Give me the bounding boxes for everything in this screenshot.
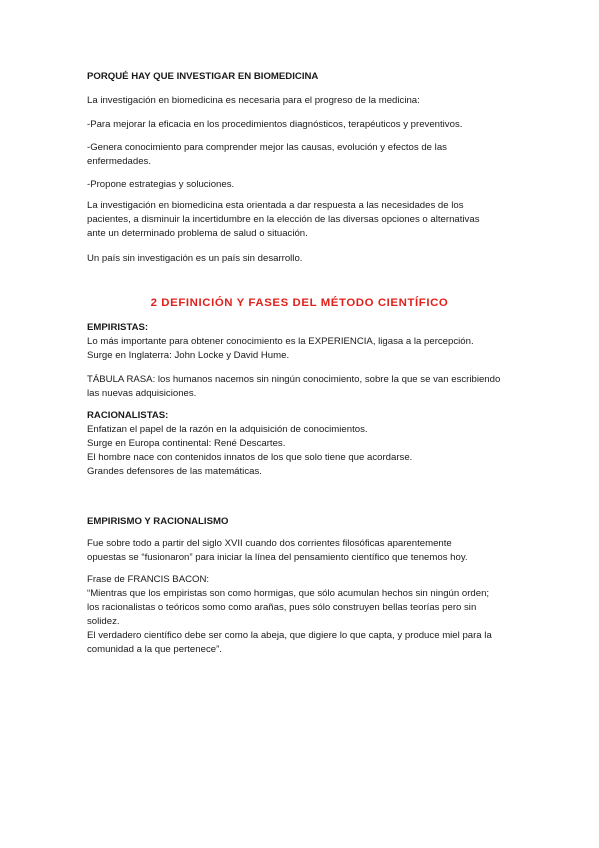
quote-line: los racionalistas o teóricos somo como arañas, pues sólo construyen bellas teorías pero sin bbox=[87, 602, 477, 613]
bullet-text-line: -Genera conocimiento para comprender mejor las causas, evolución y efectos de las bbox=[87, 142, 447, 153]
empirismo-heading-block bbox=[87, 515, 527, 529]
paragraph-line: Lo más importante para obtener conocimiento es la EXPERIENCIA, ligasa a la percepción. bbox=[87, 336, 474, 347]
empirismo-paragraph bbox=[87, 537, 527, 565]
paragraph-line: TÁBULA RASA: los humanos nacemos sin ningún conocimiento, sobre la que se van escribiendo bbox=[87, 374, 501, 385]
racionalistas-heading: RACIONALISTAS: bbox=[87, 410, 169, 421]
closing-sentence bbox=[87, 252, 527, 266]
paragraph-line: ante un determinado problema de salud o situación. bbox=[87, 228, 308, 239]
bullet-text-line: enfermedades. bbox=[87, 156, 151, 167]
intro-paragraph bbox=[87, 94, 527, 108]
tabula-rasa-block bbox=[87, 373, 527, 401]
paragraph-line: La investigación en biomedicina esta orientada a dar respuesta a las necesidades de los bbox=[87, 200, 464, 211]
section2-title: 2 DEFINICIÓN Y FASES DEL MÉTODO CIENTÍFICO bbox=[150, 297, 449, 309]
section-heading: PORQUÉ HAY QUE INVESTIGAR EN BIOMEDICINA bbox=[87, 71, 319, 82]
paragraph-text: Un país sin investigación es un país sin desarrollo. bbox=[87, 253, 303, 264]
bacon-quote-block bbox=[87, 573, 527, 657]
quote-line: El verdadero científico debe ser como la abeja, que digiere lo que capta, y produce miel para la bbox=[87, 630, 492, 641]
paragraph-line: opuestas se “fusionaron” para iniciar la línea del pensamiento científico que tenemos hoy. bbox=[87, 552, 468, 563]
paragraph-line: Surge en Inglaterra: John Locke y David Hume. bbox=[87, 350, 290, 361]
paragraph-line: Enfatizan el papel de la razón en la adquisición de conocimientos. bbox=[87, 424, 368, 435]
bullet-1 bbox=[87, 118, 527, 132]
empiristas-block bbox=[87, 321, 527, 363]
paragraph-line: Fue sobre todo a partir del siglo XVII cuando dos corrientes filosóficas aparentemente bbox=[87, 538, 452, 549]
orientation-paragraph bbox=[87, 199, 527, 241]
paragraph-line: las nuevas adquisiciones. bbox=[87, 388, 197, 399]
section1-heading-block bbox=[87, 70, 527, 84]
paragraph-line: pacientes, a disminuir la incertidumbre en la elección de las diversas opciones o alternativas bbox=[87, 214, 480, 225]
empirismo-heading: EMPIRISMO Y RACIONALISMO bbox=[87, 516, 229, 527]
bullet-text: -Propone estrategias y soluciones. bbox=[87, 179, 235, 190]
racionalistas-block bbox=[87, 409, 527, 479]
paragraph-line: Surge en Europa continental: René Descartes. bbox=[87, 438, 286, 449]
empiristas-heading: EMPIRISTAS: bbox=[87, 322, 149, 333]
bacon-label: Frase de FRANCIS BACON: bbox=[87, 574, 210, 585]
bullet-text: -Para mejorar la eficacia en los procedimientos diagnósticos, terapéuticos y preventivos. bbox=[87, 119, 463, 130]
quote-line: “Mientras que los empiristas son como hormigas, que sólo acumulan hechos sin ningún orden; bbox=[87, 588, 490, 599]
bullet-3 bbox=[87, 178, 527, 192]
paragraph-line: Grandes defensores de las matemáticas. bbox=[87, 466, 262, 477]
bullet-2 bbox=[87, 141, 527, 169]
quote-line: comunidad a la que pertenece”. bbox=[87, 644, 222, 655]
quote-line: solidez. bbox=[87, 616, 120, 627]
paragraph-line: El hombre nace con contenidos innatos de los que solo tiene que acordarse. bbox=[87, 452, 413, 463]
paragraph-text: La investigación en biomedicina es necesaria para el progreso de la medicina: bbox=[87, 95, 420, 106]
